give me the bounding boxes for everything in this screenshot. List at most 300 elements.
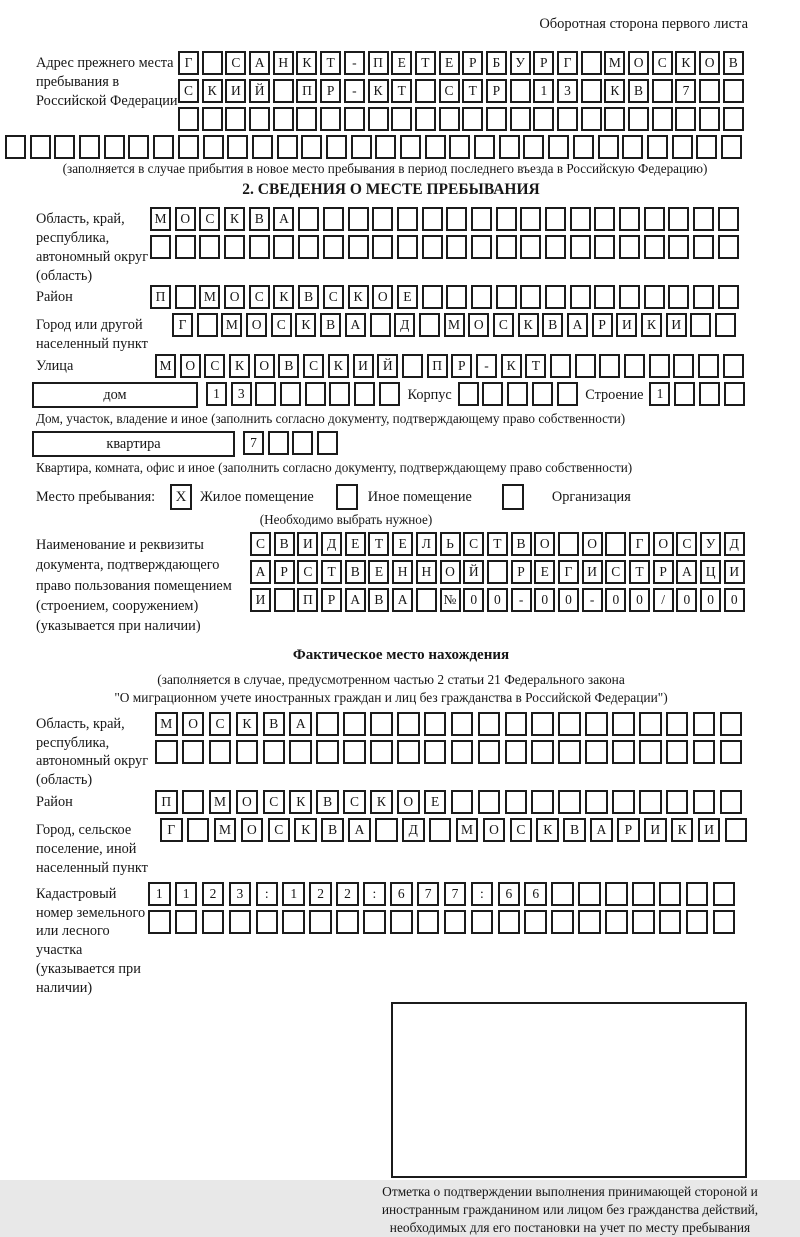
char-box[interactable] bbox=[225, 107, 246, 131]
char-box[interactable] bbox=[397, 740, 420, 764]
char-box[interactable] bbox=[79, 135, 100, 159]
char-box[interactable]: Б bbox=[486, 51, 507, 75]
char-box-row[interactable] bbox=[250, 532, 747, 556]
char-box[interactable] bbox=[30, 135, 51, 159]
char-box[interactable]: И bbox=[644, 818, 667, 842]
char-box[interactable]: А bbox=[273, 207, 294, 231]
char-box[interactable]: К bbox=[289, 790, 312, 814]
char-box[interactable] bbox=[558, 532, 579, 556]
char-box[interactable] bbox=[652, 107, 673, 131]
char-box[interactable] bbox=[718, 207, 739, 231]
char-box[interactable]: Е bbox=[368, 560, 389, 584]
char-box[interactable] bbox=[348, 235, 369, 259]
char-box[interactable] bbox=[273, 79, 294, 103]
char-box[interactable]: В bbox=[563, 818, 586, 842]
char-box[interactable] bbox=[558, 712, 581, 736]
char-box[interactable] bbox=[202, 910, 225, 934]
char-box[interactable]: - bbox=[344, 79, 365, 103]
char-box[interactable] bbox=[187, 818, 210, 842]
char-box[interactable] bbox=[182, 790, 205, 814]
char-box[interactable] bbox=[199, 235, 220, 259]
char-box[interactable] bbox=[675, 107, 696, 131]
char-box[interactable] bbox=[715, 313, 736, 337]
char-box[interactable] bbox=[209, 740, 232, 764]
char-box[interactable] bbox=[612, 712, 635, 736]
char-box[interactable] bbox=[263, 740, 286, 764]
char-box[interactable] bbox=[422, 285, 443, 309]
char-box[interactable]: Р bbox=[617, 818, 640, 842]
char-box[interactable]: Р bbox=[462, 51, 483, 75]
char-box[interactable] bbox=[249, 107, 270, 131]
char-box[interactable] bbox=[605, 532, 626, 556]
char-box[interactable]: С bbox=[263, 790, 286, 814]
char-box[interactable] bbox=[545, 207, 566, 231]
char-box[interactable]: К bbox=[501, 354, 522, 378]
char-box[interactable] bbox=[372, 235, 393, 259]
char-box[interactable]: Й bbox=[377, 354, 398, 378]
char-box[interactable] bbox=[649, 354, 670, 378]
char-box-row[interactable] bbox=[155, 712, 747, 736]
char-box[interactable] bbox=[268, 431, 289, 455]
char-box[interactable] bbox=[652, 79, 673, 103]
char-box[interactable] bbox=[150, 235, 171, 259]
char-box[interactable]: Т bbox=[629, 560, 650, 584]
char-box[interactable] bbox=[153, 135, 174, 159]
char-box[interactable] bbox=[329, 382, 350, 406]
char-box[interactable] bbox=[532, 382, 553, 406]
char-box[interactable]: 1 bbox=[148, 882, 171, 906]
char-box[interactable] bbox=[326, 135, 347, 159]
char-box[interactable] bbox=[690, 313, 711, 337]
checkbox-organizatsiya[interactable] bbox=[502, 484, 524, 510]
char-box[interactable]: Г bbox=[178, 51, 199, 75]
char-box[interactable] bbox=[698, 354, 719, 378]
char-box[interactable]: Г bbox=[629, 532, 650, 556]
char-box[interactable]: Г bbox=[160, 818, 183, 842]
char-box[interactable] bbox=[622, 135, 643, 159]
char-box[interactable]: Р bbox=[511, 560, 532, 584]
char-box[interactable]: У bbox=[700, 532, 721, 556]
char-box[interactable]: Д bbox=[394, 313, 415, 337]
char-box[interactable] bbox=[182, 740, 205, 764]
char-box[interactable] bbox=[605, 882, 628, 906]
char-box-row[interactable] bbox=[206, 382, 404, 406]
char-box[interactable]: 6 bbox=[390, 882, 413, 906]
char-box[interactable] bbox=[229, 910, 252, 934]
char-box[interactable] bbox=[462, 107, 483, 131]
char-box[interactable]: А bbox=[345, 588, 366, 612]
char-box[interactable]: Т bbox=[321, 560, 342, 584]
char-box[interactable]: 7 bbox=[417, 882, 440, 906]
char-box[interactable]: 1 bbox=[282, 882, 305, 906]
char-box[interactable] bbox=[400, 135, 421, 159]
char-box[interactable] bbox=[197, 313, 218, 337]
char-box[interactable]: И bbox=[698, 818, 721, 842]
char-box[interactable] bbox=[202, 107, 223, 131]
char-box[interactable]: : bbox=[363, 882, 386, 906]
char-box[interactable] bbox=[178, 107, 199, 131]
char-box[interactable] bbox=[531, 740, 554, 764]
char-box[interactable] bbox=[573, 135, 594, 159]
char-box[interactable] bbox=[557, 382, 578, 406]
char-box[interactable] bbox=[668, 235, 689, 259]
char-box[interactable] bbox=[343, 712, 366, 736]
char-box[interactable] bbox=[545, 235, 566, 259]
char-box[interactable]: 0 bbox=[629, 588, 650, 612]
char-box[interactable]: К bbox=[273, 285, 294, 309]
char-box[interactable] bbox=[390, 910, 413, 934]
char-box[interactable] bbox=[693, 740, 716, 764]
char-box[interactable]: 0 bbox=[463, 588, 484, 612]
char-box[interactable]: Е bbox=[534, 560, 555, 584]
char-box[interactable] bbox=[520, 285, 541, 309]
char-box-row[interactable] bbox=[649, 382, 748, 406]
char-box[interactable] bbox=[693, 235, 714, 259]
char-box[interactable] bbox=[686, 882, 709, 906]
char-box[interactable] bbox=[397, 235, 418, 259]
char-box[interactable]: 7 bbox=[243, 431, 264, 455]
char-box[interactable]: И bbox=[616, 313, 637, 337]
char-box[interactable] bbox=[720, 740, 743, 764]
char-box[interactable] bbox=[599, 354, 620, 378]
char-box[interactable] bbox=[624, 354, 645, 378]
char-box[interactable] bbox=[54, 135, 75, 159]
char-box[interactable] bbox=[578, 910, 601, 934]
char-box[interactable]: О bbox=[236, 790, 259, 814]
char-box[interactable]: И bbox=[353, 354, 374, 378]
char-box[interactable] bbox=[604, 107, 625, 131]
char-box[interactable] bbox=[416, 588, 437, 612]
char-box[interactable] bbox=[429, 818, 452, 842]
char-box[interactable] bbox=[510, 107, 531, 131]
char-box[interactable]: У bbox=[510, 51, 531, 75]
char-box[interactable]: И bbox=[250, 588, 271, 612]
char-box[interactable] bbox=[280, 382, 301, 406]
char-box-row[interactable] bbox=[172, 313, 740, 337]
char-box[interactable] bbox=[372, 207, 393, 231]
char-box[interactable] bbox=[666, 740, 689, 764]
char-box[interactable]: Е bbox=[391, 51, 412, 75]
char-box[interactable] bbox=[720, 790, 743, 814]
char-box[interactable] bbox=[370, 313, 391, 337]
char-box[interactable]: К bbox=[348, 285, 369, 309]
char-box[interactable]: 2 bbox=[202, 882, 225, 906]
char-box[interactable]: С bbox=[249, 285, 270, 309]
char-box[interactable] bbox=[202, 51, 223, 75]
char-box[interactable] bbox=[375, 818, 398, 842]
char-box[interactable]: Ц bbox=[700, 560, 721, 584]
char-box[interactable]: М bbox=[214, 818, 237, 842]
char-box[interactable]: Т bbox=[320, 51, 341, 75]
char-box[interactable]: 6 bbox=[524, 882, 547, 906]
char-box[interactable] bbox=[686, 910, 709, 934]
char-box[interactable]: К bbox=[368, 79, 389, 103]
char-box[interactable] bbox=[323, 207, 344, 231]
char-box[interactable] bbox=[699, 79, 720, 103]
char-box[interactable]: Л bbox=[416, 532, 437, 556]
char-box[interactable] bbox=[724, 382, 745, 406]
char-box[interactable] bbox=[520, 235, 541, 259]
char-box[interactable]: М bbox=[456, 818, 479, 842]
dom-type-box[interactable]: дом bbox=[32, 382, 198, 408]
char-box[interactable]: П bbox=[368, 51, 389, 75]
char-box[interactable] bbox=[505, 712, 528, 736]
char-box[interactable]: С bbox=[271, 313, 292, 337]
checkbox-inoe[interactable] bbox=[336, 484, 358, 510]
char-box[interactable]: О bbox=[699, 51, 720, 75]
char-box[interactable] bbox=[545, 285, 566, 309]
char-box[interactable]: М bbox=[155, 354, 176, 378]
char-box[interactable]: М bbox=[155, 712, 178, 736]
char-box[interactable]: О bbox=[180, 354, 201, 378]
char-box[interactable]: А bbox=[590, 818, 613, 842]
char-box[interactable] bbox=[487, 560, 508, 584]
char-box[interactable] bbox=[415, 79, 436, 103]
char-box[interactable] bbox=[178, 135, 199, 159]
char-box[interactable]: 3 bbox=[231, 382, 252, 406]
char-box[interactable] bbox=[417, 910, 440, 934]
char-box[interactable]: Д bbox=[724, 532, 745, 556]
char-box[interactable] bbox=[343, 740, 366, 764]
char-box[interactable] bbox=[598, 135, 619, 159]
char-box[interactable]: Д bbox=[321, 532, 342, 556]
char-box[interactable] bbox=[175, 285, 196, 309]
char-box[interactable]: В bbox=[321, 818, 344, 842]
char-box[interactable] bbox=[148, 910, 171, 934]
char-box[interactable] bbox=[224, 235, 245, 259]
char-box[interactable]: С bbox=[323, 285, 344, 309]
char-box[interactable]: В bbox=[263, 712, 286, 736]
char-box[interactable] bbox=[632, 910, 655, 934]
char-box-row[interactable] bbox=[178, 51, 747, 75]
char-box-row[interactable] bbox=[150, 285, 743, 309]
char-box[interactable] bbox=[301, 135, 322, 159]
char-box[interactable] bbox=[496, 207, 517, 231]
char-box[interactable] bbox=[351, 135, 372, 159]
char-box[interactable]: М bbox=[199, 285, 220, 309]
char-box[interactable]: Р bbox=[592, 313, 613, 337]
char-box[interactable]: О bbox=[254, 354, 275, 378]
char-box[interactable] bbox=[551, 882, 574, 906]
char-box[interactable]: К bbox=[328, 354, 349, 378]
char-box[interactable] bbox=[439, 107, 460, 131]
char-box[interactable]: 3 bbox=[229, 882, 252, 906]
char-box[interactable]: М bbox=[604, 51, 625, 75]
char-box[interactable]: В bbox=[345, 560, 366, 584]
char-box-row[interactable] bbox=[250, 588, 747, 612]
char-box[interactable] bbox=[644, 235, 665, 259]
char-box[interactable] bbox=[446, 235, 467, 259]
char-box[interactable] bbox=[419, 313, 440, 337]
char-box[interactable]: В bbox=[298, 285, 319, 309]
char-box[interactable] bbox=[402, 354, 423, 378]
char-box[interactable]: Д bbox=[402, 818, 425, 842]
char-box[interactable]: К bbox=[604, 79, 625, 103]
char-box[interactable]: О bbox=[628, 51, 649, 75]
char-box[interactable] bbox=[458, 382, 479, 406]
char-box[interactable]: П bbox=[427, 354, 448, 378]
char-box[interactable]: К bbox=[370, 790, 393, 814]
char-box[interactable]: С bbox=[463, 532, 484, 556]
char-box[interactable] bbox=[289, 740, 312, 764]
char-box[interactable] bbox=[348, 207, 369, 231]
char-box[interactable] bbox=[203, 135, 224, 159]
char-box[interactable]: В bbox=[542, 313, 563, 337]
char-box[interactable] bbox=[520, 207, 541, 231]
char-box[interactable]: С bbox=[204, 354, 225, 378]
char-box[interactable]: В bbox=[723, 51, 744, 75]
char-box[interactable]: С bbox=[510, 818, 533, 842]
char-box[interactable] bbox=[175, 910, 198, 934]
char-box[interactable] bbox=[277, 135, 298, 159]
char-box[interactable]: Т bbox=[415, 51, 436, 75]
char-box[interactable]: Р bbox=[320, 79, 341, 103]
char-box[interactable] bbox=[721, 135, 742, 159]
char-box[interactable]: М bbox=[150, 207, 171, 231]
char-box[interactable]: 1 bbox=[206, 382, 227, 406]
char-box[interactable]: П bbox=[296, 79, 317, 103]
char-box[interactable] bbox=[531, 790, 554, 814]
char-box[interactable] bbox=[605, 910, 628, 934]
char-box[interactable]: 0 bbox=[700, 588, 721, 612]
char-box-row[interactable] bbox=[150, 207, 743, 231]
char-box[interactable] bbox=[446, 207, 467, 231]
char-box[interactable]: Е bbox=[439, 51, 460, 75]
char-box[interactable]: Т bbox=[391, 79, 412, 103]
char-box[interactable] bbox=[696, 135, 717, 159]
char-box[interactable] bbox=[723, 354, 744, 378]
char-box[interactable]: : bbox=[471, 882, 494, 906]
char-box[interactable] bbox=[581, 51, 602, 75]
char-box[interactable] bbox=[478, 790, 501, 814]
char-box[interactable] bbox=[570, 207, 591, 231]
char-box[interactable] bbox=[533, 107, 554, 131]
char-box[interactable] bbox=[282, 910, 305, 934]
char-box[interactable] bbox=[723, 79, 744, 103]
char-box[interactable] bbox=[449, 135, 470, 159]
char-box[interactable]: А bbox=[345, 313, 366, 337]
char-box[interactable] bbox=[478, 712, 501, 736]
char-box[interactable] bbox=[693, 712, 716, 736]
char-box[interactable] bbox=[718, 285, 739, 309]
char-box[interactable] bbox=[644, 207, 665, 231]
char-box[interactable] bbox=[391, 107, 412, 131]
char-box[interactable] bbox=[496, 285, 517, 309]
char-box[interactable] bbox=[659, 882, 682, 906]
char-box[interactable]: А bbox=[289, 712, 312, 736]
char-box[interactable]: К bbox=[229, 354, 250, 378]
char-box-row[interactable] bbox=[178, 79, 747, 103]
char-box[interactable]: Й bbox=[463, 560, 484, 584]
char-box[interactable] bbox=[298, 207, 319, 231]
char-box[interactable]: 0 bbox=[676, 588, 697, 612]
char-box[interactable] bbox=[674, 382, 695, 406]
char-box[interactable]: И bbox=[724, 560, 745, 584]
char-box[interactable] bbox=[471, 235, 492, 259]
char-box[interactable] bbox=[632, 882, 655, 906]
char-box[interactable] bbox=[451, 712, 474, 736]
char-box[interactable] bbox=[628, 107, 649, 131]
char-box[interactable] bbox=[531, 712, 554, 736]
char-box[interactable]: С bbox=[199, 207, 220, 231]
char-box[interactable] bbox=[128, 135, 149, 159]
char-box[interactable] bbox=[619, 207, 640, 231]
checkbox-zhiloe[interactable]: X bbox=[170, 484, 192, 510]
char-box[interactable]: С bbox=[178, 79, 199, 103]
char-box[interactable] bbox=[713, 882, 736, 906]
char-box[interactable] bbox=[273, 235, 294, 259]
char-box[interactable]: 7 bbox=[444, 882, 467, 906]
char-box[interactable]: О bbox=[653, 532, 674, 556]
char-box[interactable]: Й bbox=[249, 79, 270, 103]
char-box[interactable]: О bbox=[483, 818, 506, 842]
char-box[interactable] bbox=[379, 382, 400, 406]
char-box[interactable]: С bbox=[250, 532, 271, 556]
char-box[interactable] bbox=[397, 712, 420, 736]
char-box[interactable]: С bbox=[225, 51, 246, 75]
char-box-row[interactable] bbox=[160, 818, 752, 842]
char-box[interactable]: В bbox=[316, 790, 339, 814]
char-box[interactable]: Н bbox=[416, 560, 437, 584]
char-box[interactable]: Т bbox=[368, 532, 389, 556]
char-box[interactable]: Г bbox=[557, 51, 578, 75]
char-box[interactable] bbox=[639, 790, 662, 814]
char-box[interactable] bbox=[344, 107, 365, 131]
char-box[interactable] bbox=[718, 235, 739, 259]
char-box[interactable] bbox=[570, 285, 591, 309]
char-box[interactable] bbox=[316, 740, 339, 764]
char-box[interactable]: В bbox=[320, 313, 341, 337]
char-box[interactable]: С bbox=[343, 790, 366, 814]
char-box[interactable] bbox=[317, 431, 338, 455]
char-box[interactable]: К bbox=[295, 313, 316, 337]
char-box[interactable] bbox=[5, 135, 26, 159]
char-box[interactable] bbox=[368, 107, 389, 131]
char-box[interactable]: 2 bbox=[336, 882, 359, 906]
char-box[interactable] bbox=[451, 740, 474, 764]
char-box[interactable]: : bbox=[256, 882, 279, 906]
char-box[interactable] bbox=[594, 207, 615, 231]
char-box[interactable]: В bbox=[511, 532, 532, 556]
char-box[interactable]: 3 bbox=[557, 79, 578, 103]
char-box[interactable] bbox=[320, 107, 341, 131]
char-box[interactable] bbox=[274, 588, 295, 612]
char-box[interactable] bbox=[375, 135, 396, 159]
char-box[interactable]: Е bbox=[424, 790, 447, 814]
char-box[interactable]: № bbox=[440, 588, 461, 612]
char-box[interactable]: С bbox=[303, 354, 324, 378]
char-box[interactable] bbox=[570, 235, 591, 259]
char-box[interactable]: - bbox=[476, 354, 497, 378]
char-box[interactable]: 1 bbox=[175, 882, 198, 906]
char-box[interactable] bbox=[227, 135, 248, 159]
char-box[interactable]: О bbox=[397, 790, 420, 814]
char-box[interactable]: М bbox=[209, 790, 232, 814]
char-box[interactable] bbox=[558, 740, 581, 764]
char-box[interactable] bbox=[298, 235, 319, 259]
char-box[interactable] bbox=[309, 910, 332, 934]
char-box[interactable] bbox=[155, 740, 178, 764]
char-box[interactable] bbox=[486, 107, 507, 131]
char-box[interactable] bbox=[354, 382, 375, 406]
char-box[interactable] bbox=[672, 135, 693, 159]
char-box[interactable]: А bbox=[249, 51, 270, 75]
char-box[interactable] bbox=[252, 135, 273, 159]
char-box[interactable] bbox=[581, 79, 602, 103]
char-box[interactable]: О bbox=[246, 313, 267, 337]
char-box[interactable] bbox=[236, 740, 259, 764]
char-box[interactable]: / bbox=[653, 588, 674, 612]
